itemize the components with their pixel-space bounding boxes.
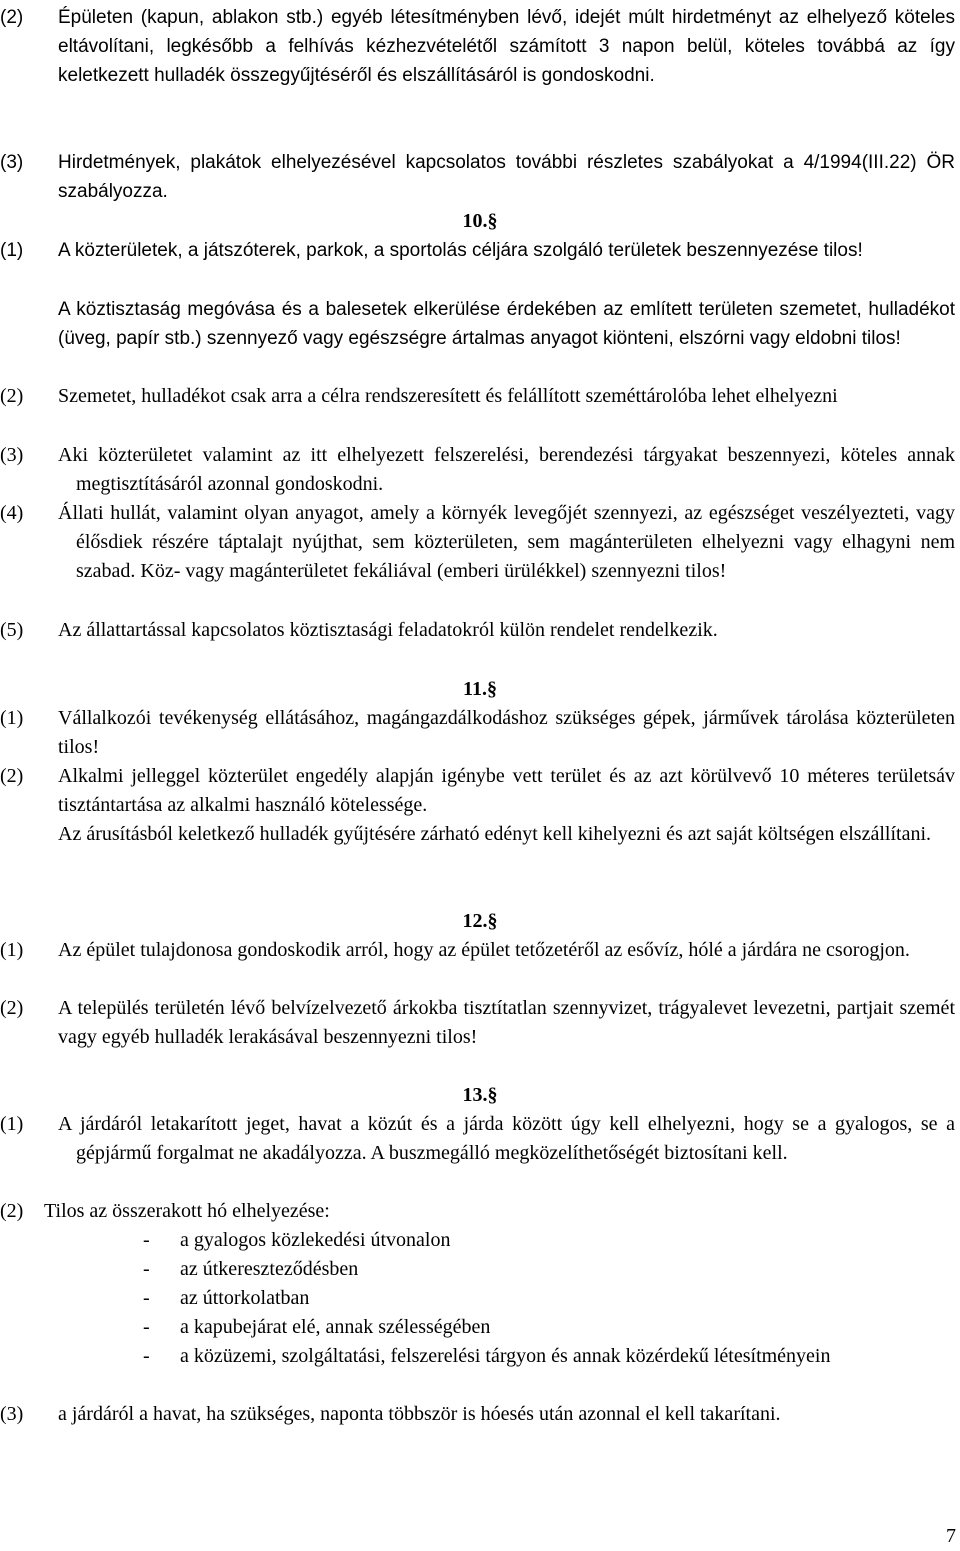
paragraph-text: Aki közterületet valamint az itt elhelyezett felszerelési, berendezési tárgyakat beszennyezi, köteles annak megtisztításáról azonnal gondoskodni. xyxy=(58,444,955,496)
intro-paragraph-2 xyxy=(0,3,955,91)
paragraph-number: (2) xyxy=(0,7,24,28)
paragraph-text: Az állattartással kapcsolatos köztisztasági feladatokról külön rendelet rendelkezik. xyxy=(58,619,718,641)
list-item-text: a közüzemi, szolgáltatási, felszerelési tárgyon és annak közérdekű létesítményein xyxy=(180,1345,831,1367)
intro-paragraph-3 xyxy=(0,148,955,206)
list-dash: - xyxy=(143,1287,150,1309)
list-item-text: az útkereszteződésben xyxy=(180,1258,359,1280)
list-item xyxy=(0,1284,955,1313)
s13-paragraph-3 xyxy=(0,1400,955,1429)
paragraph-text: A járdáról letakarított jeget, havat a közút és a járda között úgy kell elhelyezni, hogy se a gyalogos, se a gépjármű forgalmat ne akadályozza. A buszmegálló megközelíthetőségét biztosítani kell. xyxy=(58,1113,955,1165)
paragraph-number: (1) xyxy=(0,1113,24,1135)
paragraph-text: Vállalkozói tevékenység ellátásához, magángazdálkodáshoz szükséges gépek, járművek tárolása közterületen tilos! xyxy=(58,707,955,759)
paragraph-number: (3) xyxy=(0,444,24,466)
paragraph-text: Tilos az összerakott hó elhelyezése: xyxy=(44,1200,330,1222)
list-dash: - xyxy=(143,1229,150,1251)
page-number: 7 xyxy=(946,1525,956,1547)
paragraph-text: Hirdetmények, plakátok elhelyezésével kapcsolatos további részletes szabályokat a 4/1994(III.22) ÖR szabályozza. xyxy=(58,152,955,203)
paragraph-number: (1) xyxy=(0,707,24,729)
paragraph-number: (4) xyxy=(0,502,24,524)
list-dash: - xyxy=(143,1258,150,1280)
s10-paragraph-5 xyxy=(0,616,955,645)
s13-paragraph-2 xyxy=(0,1197,955,1226)
paragraph-number: (2) xyxy=(0,385,24,407)
paragraph-text: a járdáról a havat, ha szükséges, naponta többször is hóesés után azonnal el kell takarítani. xyxy=(58,1403,781,1425)
list-item xyxy=(0,1342,955,1371)
paragraph-text: A település területén lévő belvízelvezető árkokba tisztítatlan szennyvizet, trágyalevet levezetni, partjait szemét vagy egyéb hulladék lerakásával beszennyezni tilos! xyxy=(58,997,955,1049)
paragraph-text: Alkalmi jelleggel közterület engedély alapján igénybe vett terület és az azt körülvevő 10 méteres területsáv tisztántartása az alkalmi használó kötelessége. xyxy=(58,765,955,817)
paragraph-number: (1) xyxy=(0,240,24,261)
list-item-text: a kapubejárat elé, annak szélességében xyxy=(180,1316,491,1338)
section-title-11: 11.§ xyxy=(463,678,497,700)
paragraph-number: (2) xyxy=(0,1200,24,1222)
s10-paragraph-1-continued xyxy=(0,295,955,353)
paragraph-text: Az árusításból keletkező hulladék gyűjtésére zárható edényt kell kihelyezni és azt saját költségen elszállítani. xyxy=(58,823,931,845)
paragraph-text: Szemetet, hulladékot csak arra a célra rendszeresített és felállított szeméttárolóba lehet elhelyezni xyxy=(58,385,838,407)
paragraph-number: (3) xyxy=(0,1403,24,1425)
section-title-12: 12.§ xyxy=(462,910,498,932)
paragraph-number: (2) xyxy=(0,765,24,787)
list-item xyxy=(0,1226,955,1255)
s12-paragraph-2 xyxy=(0,994,955,1052)
s12-paragraph-1 xyxy=(0,936,955,965)
paragraph-text: Épületen (kapun, ablakon stb.) egyéb létesítményben lévő, idejét múlt hirdetményt az elhelyező köteles eltávolítani, legkésőbb a felhívás kézhezvételétől számított 3 napon belül, köteles továbbá az így keletkezett hulladék összegyűjtéséről és elszállításáról is gondoskodni. xyxy=(58,7,955,87)
s10-paragraph-4 xyxy=(0,499,955,587)
paragraph-text: A közterületek, a játszóterek, parkok, a sportolás céljára szolgáló területek beszennyezése tilos! xyxy=(58,240,863,261)
s10-paragraph-1 xyxy=(0,236,955,265)
list-dash: - xyxy=(143,1345,150,1367)
paragraph-number: (5) xyxy=(0,619,24,641)
section-title-13: 13.§ xyxy=(462,1084,498,1106)
s11-paragraph-2-continued xyxy=(0,820,955,849)
section-title-10: 10.§ xyxy=(462,210,498,232)
paragraph-text: Állati hullát, valamint olyan anyagot, amely a környék levegőjét szennyezi, az egészséget veszélyezteti, vagy élősdiek részére táptalajt nyújthat, sem közterületen, sem magánterületen elhelyezni vagy elhagyni nem szabad. Köz- vagy magánterületet fekáliával (emberi ürülékkel) szennyezni tilos! xyxy=(58,502,955,583)
list-item-text: az úttorkolatban xyxy=(180,1287,310,1309)
s11-paragraph-2 xyxy=(0,762,955,820)
paragraph-number: (1) xyxy=(0,939,24,961)
s10-paragraph-3 xyxy=(0,441,955,499)
paragraph-number: (2) xyxy=(0,997,24,1019)
list-item xyxy=(0,1313,955,1342)
paragraph-number: (3) xyxy=(0,152,24,173)
list-item xyxy=(0,1255,955,1284)
list-dash: - xyxy=(143,1316,150,1338)
s10-paragraph-2 xyxy=(0,382,955,411)
paragraph-text: A köztisztaság megóvása és a balesetek elkerülése érdekében az említett területen szemetet, hulladékot (üveg, papír stb.) szennyező vagy egészségre ártalmas anyagot kiönteni, elszórni vagy eldobni tilos! xyxy=(58,299,955,350)
paragraph-text: Az épület tulajdonosa gondoskodik arról, hogy az épület tetőzetéről az esővíz, hólé a járdára ne csorogjon. xyxy=(58,939,910,961)
s13-paragraph-1 xyxy=(0,1110,955,1168)
list-item-text: a gyalogos közlekedési útvonalon xyxy=(180,1229,451,1251)
s11-paragraph-1 xyxy=(0,704,955,762)
